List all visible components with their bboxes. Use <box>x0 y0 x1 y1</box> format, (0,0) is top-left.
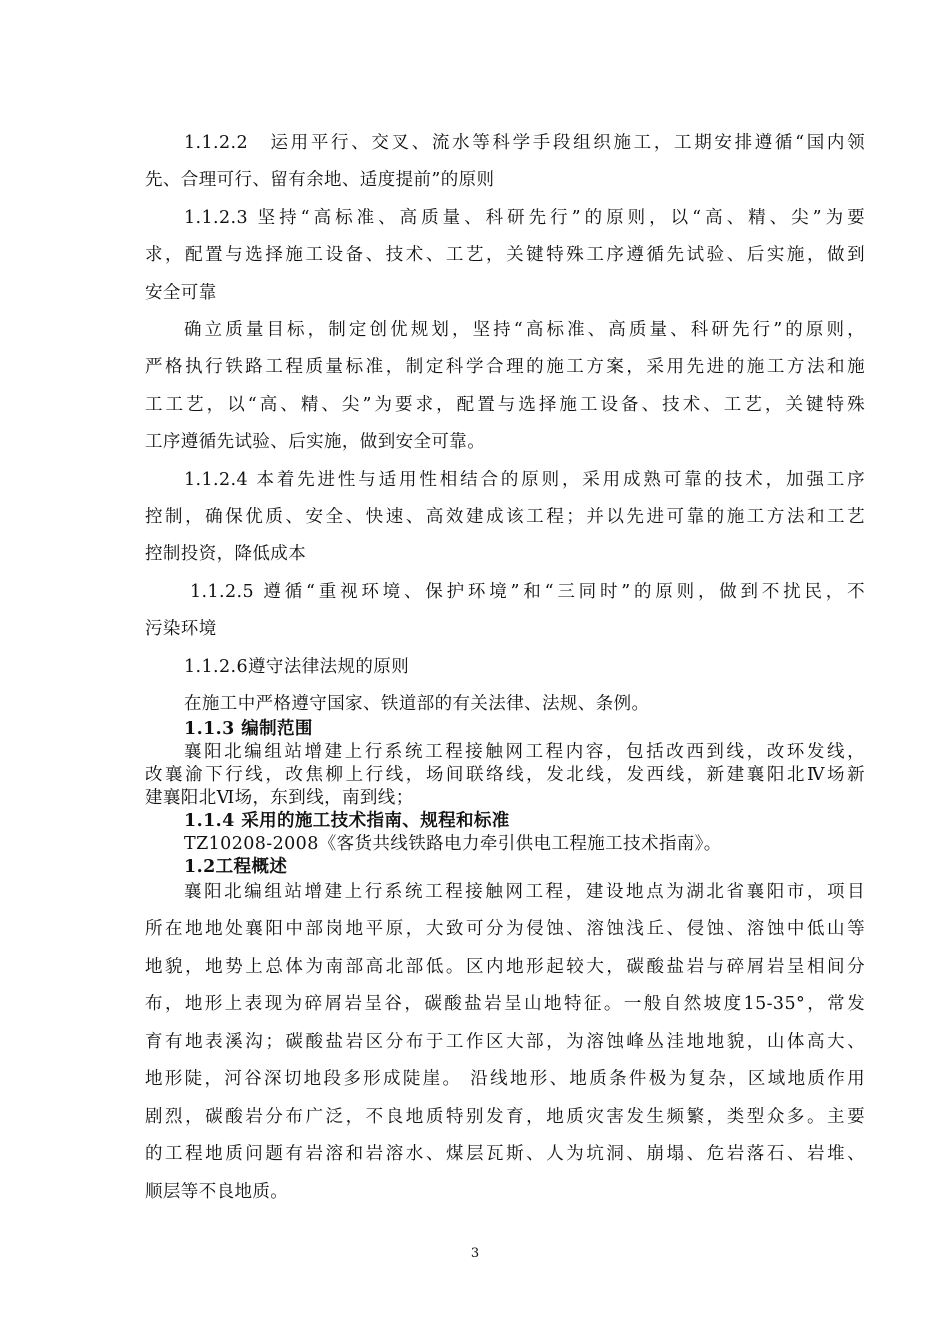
text-line: 控制投资，降低成本 <box>145 544 307 564</box>
section-heading: 1.1.3 编制范围 <box>184 719 313 739</box>
section-heading: 1.1.4 采用的施工技术指南、规程和标准 <box>184 811 510 831</box>
text-line: 襄阳北编组站增建上行系统工程接触网工程内容，包括改西到线，改环发线， <box>184 742 865 762</box>
text-line: 建襄阳北Ⅵ场，东到线，南到线； <box>145 788 414 808</box>
text-line: 剧烈，碳酸岩分布广泛，不良地质特别发育，地质灾害发生频繁，类型众多。主要 <box>145 1107 865 1127</box>
page-number: 3 <box>470 1246 480 1261</box>
text-line: 严格执行铁路工程质量标准，制定科学合理的施工方案，采用先进的施工方法和施 <box>145 357 865 377</box>
text-line: 污染环境 <box>145 619 217 639</box>
text-line: 布，地形上表现为碎屑岩呈谷，碳酸盐岩呈山地特征。一般自然坡度15-35°，常发 <box>145 994 865 1014</box>
text-line: 在施工中严格遵守国家、铁道部的有关法律、法规、条例。 <box>184 694 650 714</box>
text-line: 地形陡，河谷深切地段多形成陡崖。 沿线地形、地质条件极为复杂，区域地质作用 <box>145 1069 865 1089</box>
text-line: 1.1.2.5 遵循“重视环境、保护环境”和“三同时”的原则，做到不扰民，不 <box>190 582 865 602</box>
text-line: 1.1.2.4 本着先进性与适用性相结合的原则，采用成熟可靠的技术，加强工序 <box>184 470 865 490</box>
text-line: 1.1.2.2 运用平行、交叉、流水等科学手段组织施工，工期安排遵循“国内领 <box>184 133 865 153</box>
text-line: 工序遵循先试验、后实施，做到安全可靠。 <box>145 432 486 452</box>
text-line: 所在地地处襄阳中部岗地平原，大致可分为侵蚀、溶蚀浅丘、侵蚀、溶蚀中低山等 <box>145 919 865 939</box>
text-line: 求，配置与选择施工设备、技术、工艺，关键特殊工序遵循先试验、后实施，做到 <box>145 245 865 265</box>
text-line: 襄阳北编组站增建上行系统工程接触网工程，建设地点为湖北省襄阳市，项目 <box>184 882 865 902</box>
text-line: 的工程地质问题有岩溶和岩溶水、煤层瓦斯、人为坑洞、崩塌、危岩落石、岩堆、 <box>145 1144 865 1164</box>
text-line: 先、合理可行、留有余地、适度提前”的原则 <box>145 170 495 190</box>
text-line: 1.1.2.6遵守法律法规的原则 <box>184 657 410 677</box>
text-line: 确立质量目标，制定创优规划，坚持“高标准、高质量、科研先行”的原则， <box>184 320 865 340</box>
text-line: 改襄渝下行线，改焦柳上行线，场间联络线，发北线，发西线，新建襄阳北Ⅳ场新 <box>145 765 865 785</box>
text-line: 控制，确保优质、安全、快速、高效建成该工程；并以先进可靠的施工方法和工艺 <box>145 507 865 527</box>
section-heading: 1.2工程概述 <box>184 857 288 877</box>
text-line: 1.1.2.3 坚持“高标准、高质量、科研先行”的原则，以“高、精、尖”为要 <box>184 208 865 228</box>
text-line: 育有地表溪沟；碳酸盐岩区分布于工作区大部，为溶蚀峰丛洼地地貌，山体高大、 <box>145 1032 865 1052</box>
text-line: 工工艺，以“高、精、尖”为要求，配置与选择施工设备、技术、工艺，关键特殊 <box>145 395 865 415</box>
text-line: 顺层等不良地质。 <box>145 1182 289 1202</box>
text-line: 地貌，地势上总体为南部高北部低。区内地形起较大，碳酸盐岩与碎屑岩呈相间分 <box>145 957 865 977</box>
text-line: 安全可靠 <box>145 283 217 303</box>
text-line: TZ10208-2008《客货共线铁路电力牵引供电工程施工技术指南》。 <box>184 834 722 854</box>
